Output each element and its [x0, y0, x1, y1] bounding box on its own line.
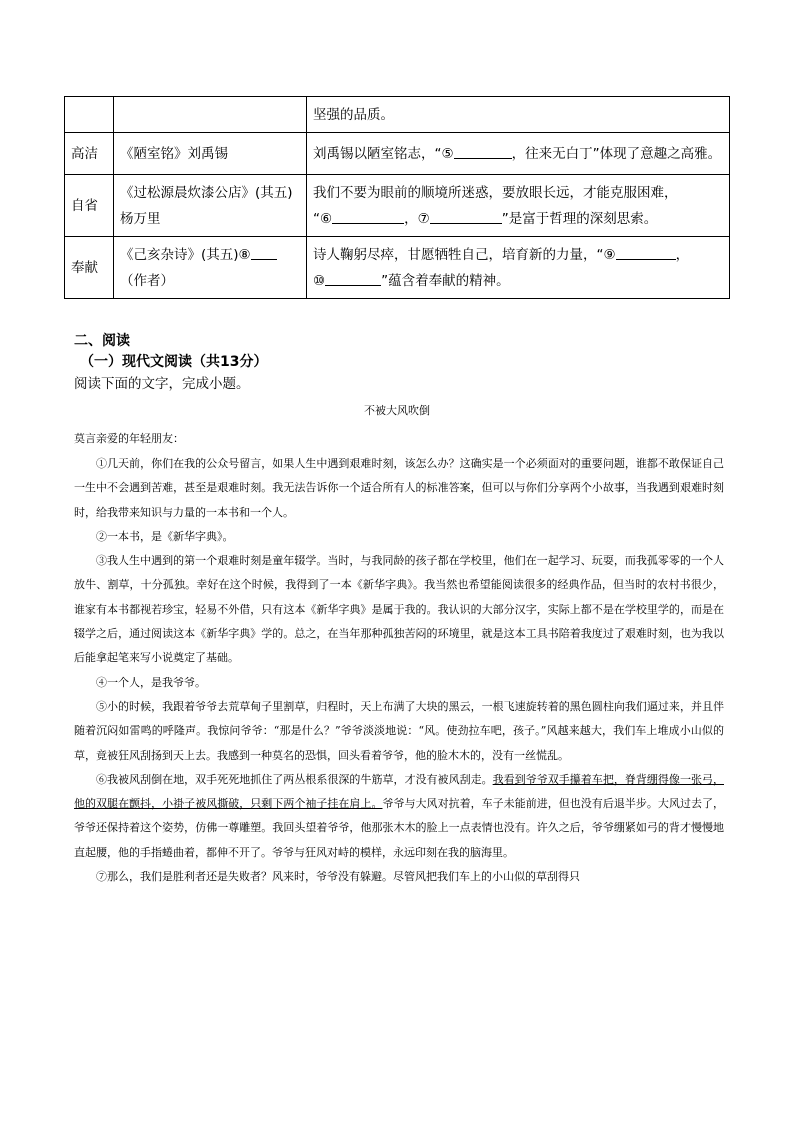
article-title: 不被大风吹倒 [364, 404, 430, 417]
table-row [65, 175, 730, 237]
table-row [65, 133, 730, 175]
table-cell [114, 97, 307, 133]
cell-text: 刘禹锡以陋室铭志，“⑤ [313, 145, 454, 162]
cell-text: 我们不要为眼前的顺境所迷惑，要放眼长远，才能克服困难， [313, 184, 678, 201]
paragraph: ③我人生中遇到的第一个艰难时刻是童年辍学。当时，与我同龄的孩子都在学校里，他们在一起学习、玩耍，而我孤零零的一个人放牛、割草，十分孤独。幸好在这个时候，我得到了一本《新华字典》。我当然也希望能阅读很多的经典作品，但当时的农村书很少，谁家有本书都视若珍宝，轻易不外借，只有这本《新华字典》是属于我的。我认识的大部分汉字，实际上都不是在学校里学的，而是在辍学之后，通过阅读这本《新华字典》学的。总之，在当年那种孤独苦闷的环境里，就是这本工具书陪着我度过了艰难时刻，也为我以后能拿起笔来写小说奠定了基础。 [74, 554, 724, 665]
cell-text: ，往来无白丁”体现了意趣之高雅。 [511, 145, 722, 162]
cell-text: ”是富于哲理的深刻思索。 [501, 210, 658, 227]
table-cell [65, 97, 114, 133]
cell-text: “⑥ [313, 210, 333, 227]
content-cell [307, 133, 730, 175]
cell-text: ， [675, 246, 690, 263]
paragraph: ④一个人，是我爷爷。 [96, 675, 206, 689]
source-cell [114, 237, 307, 299]
table-row [65, 97, 730, 133]
cell-text: 诗人鞠躬尽瘁，甘愿牺牲自己，培育新的力量，“⑨ [313, 246, 616, 263]
blank-5[interactable] [454, 144, 512, 159]
cell-text: 《己亥杂诗》(其五)⑧ [120, 246, 251, 263]
section-title: 二、阅读 [74, 333, 130, 349]
blank-7[interactable] [430, 209, 502, 224]
article-body [74, 452, 724, 889]
theme-cell: 高洁 [65, 133, 114, 175]
paragraph: ②一本书，是《新华字典》。 [96, 529, 234, 543]
article-greeting: 莫言亲爱的年轻朋友： [74, 432, 184, 445]
table-row [65, 237, 730, 299]
paragraph: ⑤小的时候，我跟着爷爷去荒草甸子里割草，归程时，天上布满了大块的黑云，一根飞速旋转着的黑色圆柱向我们逼过来，并且伴随着沉闷如雷鸣的呼隆声。我惊问爷爷：“那是什么？”爷爷淡淡地说：“风。使劲拉车吧，孩子。”风越来越大，我们车上堆成小山似的草，竟被狂风刮扬到天上去。我感到一种莫名的恐惧，回头看着爷爷，他的脸木木的，没有一丝慌乱。 [74, 699, 724, 762]
table-cell [307, 97, 730, 133]
subsection-title: （一）现代文阅读（共13分） [80, 354, 268, 370]
theme-cell: 奉献 [65, 237, 114, 299]
paragraph: ①几天前，你们在我的公众号留言，如果人生中遇到艰难时刻，该怎么办？这确实是一个必须面对的重要问题，谁都不敢保证自己一生中不会遇到苦难，甚至是艰难时刻。我无法告诉你一个适合所有人的标准答案，但可以与你们分享两个小故事，当我遇到艰难时刻时，给我带来知识与力量的一本书和一个人。 [74, 457, 724, 519]
cell-text: ，⑦ [404, 210, 430, 227]
cell-text: ⑩ [313, 272, 326, 289]
paragraph-text: 爷爷与大风对抗着，车子未能前进，但也没有后退半步。大风过去了，爷爷还保持着这个姿势，仿佛一尊雕塑。我回头望着爷爷，他那张木木的脸上一点表情也没有。许久之后，爷爷绷紧如弓的背才慢慢地直起腰，他的手指蜷曲着，都伸不开了。爷爷与狂风对峙的模样，永远印刻在我的脑海里。 [74, 797, 724, 859]
blank-10[interactable] [325, 271, 381, 286]
cell-text: （作者） [120, 272, 174, 289]
cell-text: 坚强的品质。 [313, 106, 394, 123]
instruction: 阅读下面的文字，完成小题。 [74, 376, 250, 392]
blank-8[interactable] [251, 245, 277, 260]
poem-table [64, 96, 730, 299]
blank-9[interactable] [616, 245, 676, 260]
source-cell: 《陋室铭》刘禹锡 [114, 133, 307, 175]
paragraph [74, 768, 724, 865]
content-cell [307, 175, 730, 237]
paragraph: ⑦那么，我们是胜利者还是失败者？风来时，爷爷没有躲避。尽管风把我们车上的小山似的草刮得只 [96, 870, 580, 884]
source-cell: 《过松源晨炊漆公店》(其五)杨万里 [114, 175, 307, 237]
theme-cell: 自省 [65, 175, 114, 237]
blank-6[interactable] [332, 209, 404, 224]
paragraph-text: ⑥我被风刮倒在地，双手死死地抓住了两丛根系很深的牛筋草，才没有被风刮走。 [96, 772, 493, 786]
content-cell [307, 237, 730, 299]
underlined-sentence: 我看到爷爷双手攥着车把，脊背绷得像一张弓，他的双腿在颤抖，小褂子被风撕破，只剩下两个袖子挂在肩上。 [74, 772, 724, 811]
cell-text: ”蕴含着奉献的精神。 [381, 272, 510, 289]
